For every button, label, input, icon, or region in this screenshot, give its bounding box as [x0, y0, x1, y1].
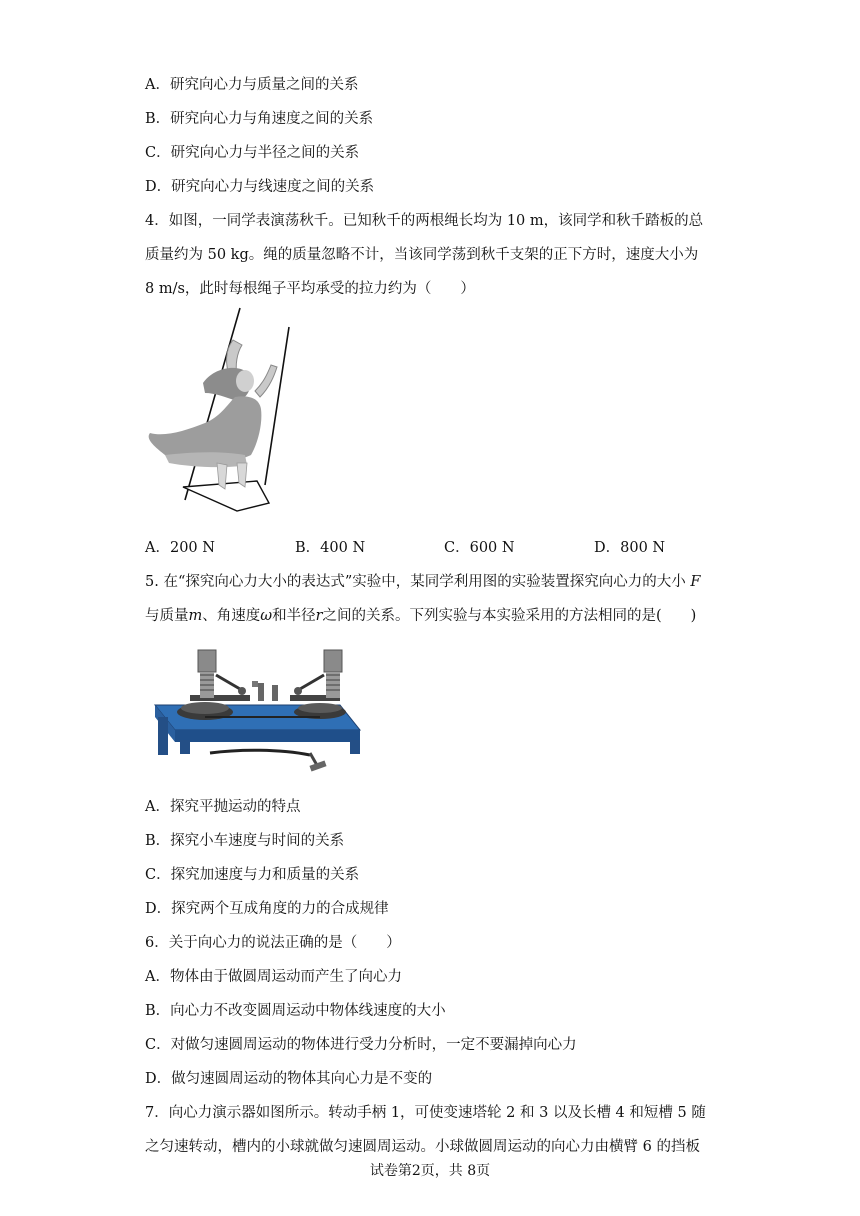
q5-option-a: A．探究平抛运动的特点 — [145, 799, 301, 815]
symbol-mass: m — [188, 608, 203, 624]
symbol-omega: ω — [260, 608, 273, 624]
q5-option-b: B．探究小车速度与时间的关系 — [145, 833, 345, 849]
q3-option-b: B．研究向心力与角速度之间的关系 — [145, 111, 374, 127]
symbol-radius: r — [315, 608, 323, 624]
q3-option-d: D．研究向心力与线速度之间的关系 — [145, 179, 375, 195]
q7-stem-line-1: 7．向心力演示器如图所示。转动手柄 1，可使变速塔轮 2 和 3 以及长槽 4 和短槽 5 随 — [145, 1105, 706, 1121]
q4-option-c: C．600 N — [444, 540, 515, 556]
q4-option-a: A．200 N — [145, 540, 215, 556]
centripetal-apparatus-figure — [150, 645, 365, 780]
q4-stem-line-2: 质量约为 50 kg。绳的质量忽略不计，当该同学荡到秋千支架的正下方时，速度大小为 — [145, 247, 699, 263]
q6-option-b: B．向心力不改变圆周运动中物体线速度的大小 — [145, 1003, 446, 1019]
q3-option-c: C．研究向心力与半径之间的关系 — [145, 145, 360, 161]
q4-stem-line-3: 8 m/s，此时每根绳子平均承受的拉力约为（ ） — [145, 281, 475, 297]
q4-option-b: B．400 N — [295, 540, 366, 556]
q4-options — [145, 536, 705, 556]
q4-option-d: D．800 N — [594, 540, 666, 556]
page-footer: 试卷第2页，共 8页 — [369, 1163, 491, 1179]
q7-stem-line-2: 之匀速转动，槽内的小球就做匀速圆周运动。小球做圆周运动的向心力由横臂 6 的挡板 — [145, 1139, 700, 1155]
q6-option-a: A．物体由于做圆周运动而产生了向心力 — [145, 969, 402, 985]
q6-option-d: D．做匀速圆周运动的物体其向心力是不变的 — [145, 1071, 433, 1087]
q5-stem-line-2: 与质量m、角速度ω和半径r之间的关系。下列实验与本实验采用的方法相同的是( ) — [145, 608, 697, 624]
q5-option-d: D．探究两个互成角度的力的合成规律 — [145, 901, 389, 917]
swing-figure — [145, 305, 295, 520]
q5-option-c: C．探究加速度与力和质量的关系 — [145, 867, 360, 883]
q6-option-c: C．对做匀速圆周运动的物体进行受力分析时，一定不要漏掉向心力 — [145, 1037, 577, 1053]
q3-option-a: A．研究向心力与质量之间的关系 — [145, 77, 359, 93]
q6-stem: 6．关于向心力的说法正确的是（ ） — [145, 935, 401, 951]
q4-stem-line-1: 4．如图，一同学表演荡秋千。已知秋千的两根绳长均为 10 m，该同学和秋千踏板的总 — [145, 213, 704, 229]
q5-stem-line-1: 5. 在“探究向心力大小的表达式”实验中，某同学利用图的实验装置探究向心力的大小 F — [145, 574, 701, 590]
symbol-force: F — [690, 574, 701, 590]
